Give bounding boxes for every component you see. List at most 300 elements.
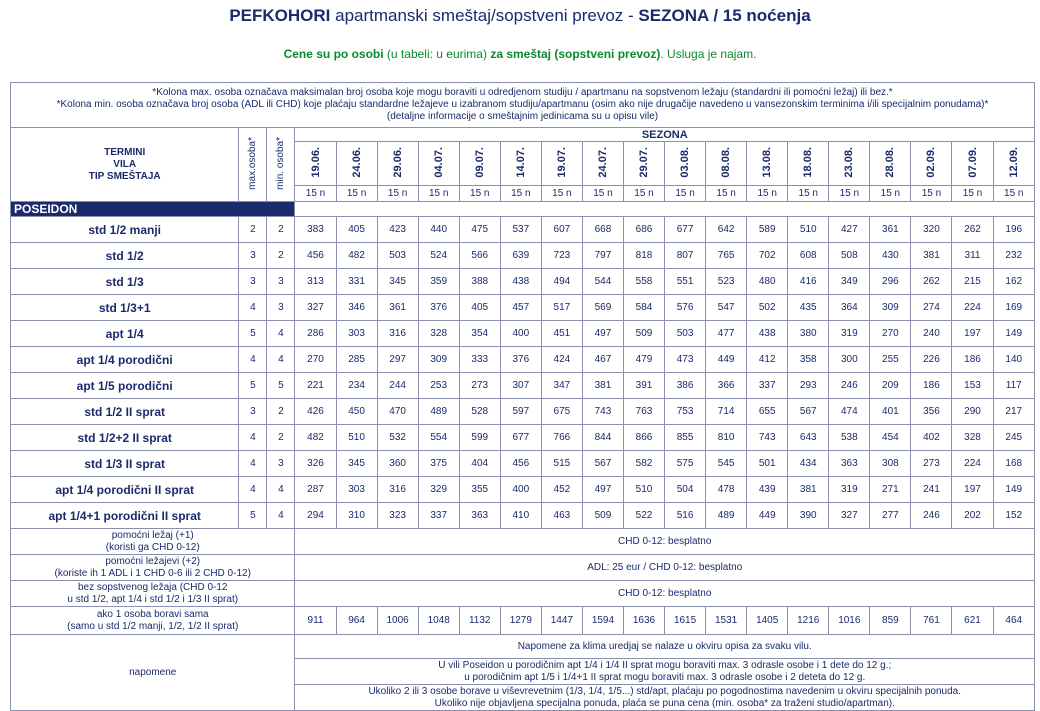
max-persons: 4 [239,425,267,451]
room-type: apt 1/5 porodični [11,373,239,399]
nights-cell: 15 n [911,186,952,202]
nights-cell: 15 n [747,186,788,202]
price-cell: 538 [829,425,870,451]
single-price-cell: 1615 [665,607,706,635]
price-cell: 523 [706,269,747,295]
price-cell: 310 [336,503,377,529]
price-cell: 209 [870,373,911,399]
price-cell: 232 [993,243,1034,269]
price-cell: 503 [377,243,418,269]
table-row [11,451,1035,477]
price-cell: 855 [665,425,706,451]
notes-row [11,83,1035,128]
price-cell: 388 [459,269,500,295]
price-cell: 253 [418,373,459,399]
max-persons: 4 [239,295,267,321]
price-cell: 376 [418,295,459,321]
max-persons: 3 [239,243,267,269]
price-cell: 463 [541,503,582,529]
price-cell: 404 [459,451,500,477]
price-cell: 197 [952,321,993,347]
date-header: 09.07. [459,142,500,186]
price-cell: 480 [747,269,788,295]
price-cell: 319 [829,321,870,347]
date-header: 13.08. [747,142,788,186]
extra-bed-row-value: CHD 0-12: besplatno [295,529,1035,555]
price-cell: 509 [623,321,664,347]
price-cell: 589 [747,217,788,243]
price-cell: 467 [582,347,623,373]
nights-cell: 15 n [788,186,829,202]
price-cell: 475 [459,217,500,243]
price-cell: 501 [747,451,788,477]
price-cell: 607 [541,217,582,243]
price-cell: 844 [582,425,623,451]
price-cell: 221 [295,373,336,399]
table-row [11,347,1035,373]
price-cell: 489 [418,399,459,425]
table-row [11,425,1035,451]
price-cell: 576 [665,295,706,321]
extra-beds-row [11,555,1035,581]
price-cell: 544 [582,269,623,295]
price-cell: 345 [377,269,418,295]
extra-bed-row [11,529,1035,555]
single-price-cell: 1594 [582,607,623,635]
room-type: std 1/3 II sprat [11,451,239,477]
max-persons: 5 [239,321,267,347]
min-persons-header: min. osoba* [267,128,295,202]
price-cell: 438 [500,269,541,295]
date-header: 18.08. [788,142,829,186]
nights-cell: 15 n [459,186,500,202]
price-cell: 558 [623,269,664,295]
date-header: 28.08. [870,142,911,186]
price-cell: 308 [870,451,911,477]
single-price-cell: 1216 [788,607,829,635]
price-cell: 294 [295,503,336,529]
price-cell: 337 [747,373,788,399]
max-persons: 3 [239,399,267,425]
price-cell: 452 [541,477,582,503]
napomena-1: Napomene za klima uredjaj se nalaze u okviru opisa za svaku vilu. [295,635,1035,659]
price-cell: 224 [952,451,993,477]
max-persons-header: max.osoba* [239,128,267,202]
no-bed-row-value: CHD 0-12: besplatno [295,581,1035,607]
price-cell: 522 [623,503,664,529]
price-cell: 186 [952,347,993,373]
price-table [10,82,1035,711]
price-cell: 405 [459,295,500,321]
price-cell: 743 [582,399,623,425]
single-price-cell: 964 [336,607,377,635]
price-cell: 313 [295,269,336,295]
price-cell: 363 [459,503,500,529]
price-cell: 477 [706,321,747,347]
price-cell: 677 [665,217,706,243]
price-cell: 246 [829,373,870,399]
single-price-cell: 761 [911,607,952,635]
price-cell: 361 [870,217,911,243]
single-price-cell: 1531 [706,607,747,635]
napomena-2: U vili Poseidon u porodičnim apt 1/4 i 1/4 II sprat mogu boraviti max. 3 odrasle osobe i 1 dete do 12 g.; u porodičnim apt 1/5 i 1/4+1 II sprat mogu boraviti max. 3 odrasle osobe i 2 deteta do 12 g. [295,659,1035,685]
price-cell: 316 [377,321,418,347]
price-cell: 449 [706,347,747,373]
room-type: std 1/2 II sprat [11,399,239,425]
price-cell: 381 [911,243,952,269]
no-bed-row-label: bez sopstvenog ležaja (CHD 0-12 u std 1/2, apt 1/4 i std 1/2 i 1/3 II sprat) [11,581,295,607]
price-cell: 763 [623,399,664,425]
price-cell: 424 [541,347,582,373]
price-cell: 360 [377,451,418,477]
price-cell: 545 [706,451,747,477]
price-cell: 702 [747,243,788,269]
price-cell: 743 [747,425,788,451]
nights-cell: 15 n [706,186,747,202]
section-poseidon: POSEIDON [11,202,295,217]
price-cell: 349 [829,269,870,295]
date-header: 24.06. [336,142,377,186]
price-cell: 677 [500,425,541,451]
min-persons: 3 [267,295,295,321]
price-cell: 401 [870,399,911,425]
price-cell: 140 [993,347,1034,373]
single-person-row [11,607,1035,635]
room-type: std 1/2 manji [11,217,239,243]
price-cell: 255 [870,347,911,373]
price-cell: 149 [993,321,1034,347]
price-cell: 152 [993,503,1034,529]
section-row [11,202,1035,217]
date-header: 08.08. [706,142,747,186]
price-cell: 327 [829,503,870,529]
price-cell: 303 [336,477,377,503]
max-persons: 3 [239,269,267,295]
price-cell: 474 [829,399,870,425]
price-cell: 329 [418,477,459,503]
price-cell: 655 [747,399,788,425]
table-row [11,373,1035,399]
max-persons: 4 [239,477,267,503]
room-type: apt 1/4 [11,321,239,347]
price-cell: 435 [788,295,829,321]
price-cell: 381 [788,477,829,503]
price-cell: 528 [459,399,500,425]
date-header: 29.06. [377,142,418,186]
price-cell: 503 [665,321,706,347]
price-cell: 516 [665,503,706,529]
single-price-cell: 621 [952,607,993,635]
price-cell: 380 [788,321,829,347]
price-cell: 241 [911,477,952,503]
price-cell: 510 [788,217,829,243]
table-row [11,269,1035,295]
table-row [11,243,1035,269]
price-cell: 309 [870,295,911,321]
price-cell: 297 [377,347,418,373]
price-cell: 434 [788,451,829,477]
price-cell: 327 [295,295,336,321]
nights-cell: 15 n [336,186,377,202]
price-cell: 440 [418,217,459,243]
nights-cell: 15 n [952,186,993,202]
price-cell: 438 [747,321,788,347]
price-cell: 454 [870,425,911,451]
price-cell: 162 [993,269,1034,295]
price-cell: 810 [706,425,747,451]
price-cell: 323 [377,503,418,529]
price-cell: 386 [665,373,706,399]
price-cell: 331 [336,269,377,295]
price-cell: 328 [418,321,459,347]
room-type: apt 1/4 porodični [11,347,239,373]
min-persons: 4 [267,503,295,529]
nights-cell: 15 n [665,186,706,202]
table-row [11,477,1035,503]
min-persons: 3 [267,269,295,295]
nights-cell: 15 n [418,186,459,202]
price-cell: 262 [952,217,993,243]
price-cell: 271 [870,477,911,503]
price-cell: 270 [295,347,336,373]
price-cell: 504 [665,477,706,503]
single-price-cell: 1132 [459,607,500,635]
price-cell: 597 [500,399,541,425]
price-cell: 410 [500,503,541,529]
price-cell: 566 [459,243,500,269]
price-cell: 582 [623,451,664,477]
nights-cell: 15 n [295,186,336,202]
min-persons: 4 [267,347,295,373]
single-price-cell: 1048 [418,607,459,635]
min-persons: 2 [267,425,295,451]
price-cell: 642 [706,217,747,243]
price-cell: 390 [788,503,829,529]
price-cell: 273 [911,451,952,477]
price-cell: 316 [377,477,418,503]
napomena-3: Ukoliko 2 ili 3 osobe borave u viševrevetnim (1/3, 1/4, 1/5...) std/apt, plaćaju po pogodnostima navedenim u okviru specijalnih ponuda. Ukoliko nije objavljena specijalna ponuda, plaća se puna cena (min. osoba* za traženi studio/apartman). [295,685,1035,711]
price-cell: 554 [418,425,459,451]
extra-beds-row-label: pomoćni ležajevi (+2) (koriste ih 1 ADL i 1 CHD 0-6 ili 2 CHD 0-12) [11,555,295,581]
room-type: apt 1/4 porodični II sprat [11,477,239,503]
price-cell: 478 [706,477,747,503]
price-cell: 449 [747,503,788,529]
price-cell: 567 [788,399,829,425]
nights-cell: 15 n [870,186,911,202]
table-row [11,217,1035,243]
max-persons: 4 [239,347,267,373]
date-header: 14.07. [500,142,541,186]
price-cell: 797 [582,243,623,269]
date-header: 03.08. [665,142,706,186]
price-cell: 643 [788,425,829,451]
page-title: PEFKOHORI apartmanski smeštaj/sopstveni prevoz - SEZONA / 15 noćenja [229,6,811,25]
max-persons: 2 [239,217,267,243]
price-cell: 226 [911,347,952,373]
price-cell: 430 [870,243,911,269]
price-cell: 153 [952,373,993,399]
price-cell: 376 [500,347,541,373]
price-cell: 509 [582,503,623,529]
price-cell: 328 [952,425,993,451]
min-persons: 5 [267,373,295,399]
no-bed-row [11,581,1035,607]
price-cell: 427 [829,217,870,243]
price-cell: 494 [541,269,582,295]
price-cell: 714 [706,399,747,425]
napomene-label: napomene [11,635,295,711]
price-cell: 355 [459,477,500,503]
table-row [11,503,1035,529]
extra-bed-row-label: pomoćni ležaj (+1) (koristi ga CHD 0-12) [11,529,295,555]
price-cell: 517 [541,295,582,321]
room-type: apt 1/4+1 porodični II sprat [11,503,239,529]
price-cell: 551 [665,269,706,295]
price-cell: 450 [336,399,377,425]
price-cell: 224 [952,295,993,321]
notes-row-1 [11,635,1035,659]
price-cell: 307 [500,373,541,399]
price-cell: 639 [500,243,541,269]
price-cell: 668 [582,217,623,243]
price-cell: 482 [295,425,336,451]
min-persons: 2 [267,243,295,269]
price-cell: 303 [336,321,377,347]
price-cell: 675 [541,399,582,425]
room-type: std 1/3 [11,269,239,295]
price-cell: 381 [582,373,623,399]
price-cell: 244 [377,373,418,399]
price-cell: 608 [788,243,829,269]
price-cell: 234 [336,373,377,399]
price-cell: 270 [870,321,911,347]
date-header: 29.07. [623,142,664,186]
price-cell: 567 [582,451,623,477]
price-cell: 309 [418,347,459,373]
price-cell: 575 [665,451,706,477]
price-cell: 524 [418,243,459,269]
table-row [11,399,1035,425]
price-cell: 405 [336,217,377,243]
price-cell: 497 [582,321,623,347]
price-cell: 240 [911,321,952,347]
single-price-cell: 1279 [500,607,541,635]
price-cell: 584 [623,295,664,321]
price-cell: 345 [336,451,377,477]
season-row [11,128,1035,142]
price-cell: 245 [993,425,1034,451]
price-cell: 479 [623,347,664,373]
price-cell: 346 [336,295,377,321]
price-cell: 358 [788,347,829,373]
price-cell: 364 [829,295,870,321]
price-cell: 293 [788,373,829,399]
price-cell: 383 [295,217,336,243]
max-persons: 5 [239,373,267,399]
room-type: std 1/3+1 [11,295,239,321]
price-cell: 599 [459,425,500,451]
nights-cell: 15 n [377,186,418,202]
price-cell: 537 [500,217,541,243]
min-persons: 3 [267,451,295,477]
price-cell: 765 [706,243,747,269]
price-cell: 416 [788,269,829,295]
nights-cell: 15 n [541,186,582,202]
room-type: std 1/2+2 II sprat [11,425,239,451]
price-cell: 482 [336,243,377,269]
date-header: 23.08. [829,142,870,186]
single-price-cell: 1636 [623,607,664,635]
price-cell: 470 [377,399,418,425]
price-cell: 117 [993,373,1034,399]
price-cell: 753 [665,399,706,425]
price-cell: 319 [829,477,870,503]
price-cell: 202 [952,503,993,529]
price-cell: 196 [993,217,1034,243]
price-cell: 337 [418,503,459,529]
date-header: 02.09. [911,142,952,186]
price-cell: 274 [911,295,952,321]
min-persons: 2 [267,399,295,425]
price-cell: 320 [911,217,952,243]
price-cell: 286 [295,321,336,347]
price-cell: 547 [706,295,747,321]
single-price-cell: 1447 [541,607,582,635]
single-price-cell: 464 [993,607,1034,635]
price-cell: 363 [829,451,870,477]
price-cell: 510 [336,425,377,451]
price-cell: 375 [418,451,459,477]
price-cell: 217 [993,399,1034,425]
price-cell: 866 [623,425,664,451]
nights-cell: 15 n [829,186,870,202]
price-cell: 456 [295,243,336,269]
column-label-cell: TERMINI VILA TIP SMEŠTAJA [11,128,239,202]
single-price-cell: 859 [870,607,911,635]
price-cell: 300 [829,347,870,373]
single-price-cell: 1405 [747,607,788,635]
price-cell: 215 [952,269,993,295]
single-price-cell: 1016 [829,607,870,635]
price-cell: 168 [993,451,1034,477]
price-cell: 510 [623,477,664,503]
price-cell: 400 [500,321,541,347]
extra-beds-row-value: ADL: 25 eur / CHD 0-12: besplatno [295,555,1035,581]
min-persons: 2 [267,217,295,243]
price-cell: 457 [500,295,541,321]
notes-cell: *Kolona max. osoba označava maksimalan broj osoba koje mogu boraviti u odredjenom studiju / apartmanu na sopstvenom ležaju (standardni ili pomoćni ležaj) ili bez.* *Kolona min. osoba označava broj osoba (ADL ili CHD) koje plaćaju standardne ležajeve u izabranom studiju/apartmanu (osim ako nije drugačije navedeno u vansezonskim terminima i/ili specijalnim ponudama)* (detaljne informacije o smeštajnim jedinicama su u opisu vile) [11,83,1035,128]
price-cell: 473 [665,347,706,373]
price-cell: 285 [336,347,377,373]
price-cell: 497 [582,477,623,503]
price-cell: 423 [377,217,418,243]
max-persons: 5 [239,503,267,529]
season-header: SEZONA [295,128,1035,142]
price-cell: 412 [747,347,788,373]
price-cell: 197 [952,477,993,503]
date-header: 24.07. [582,142,623,186]
price-cell: 296 [870,269,911,295]
price-cell: 686 [623,217,664,243]
single-price-cell: 911 [295,607,336,635]
date-header: 12.09. [993,142,1034,186]
room-type: std 1/2 [11,243,239,269]
price-cell: 426 [295,399,336,425]
min-persons: 4 [267,477,295,503]
price-cell: 311 [952,243,993,269]
price-cell: 569 [582,295,623,321]
date-header: 04.07. [418,142,459,186]
